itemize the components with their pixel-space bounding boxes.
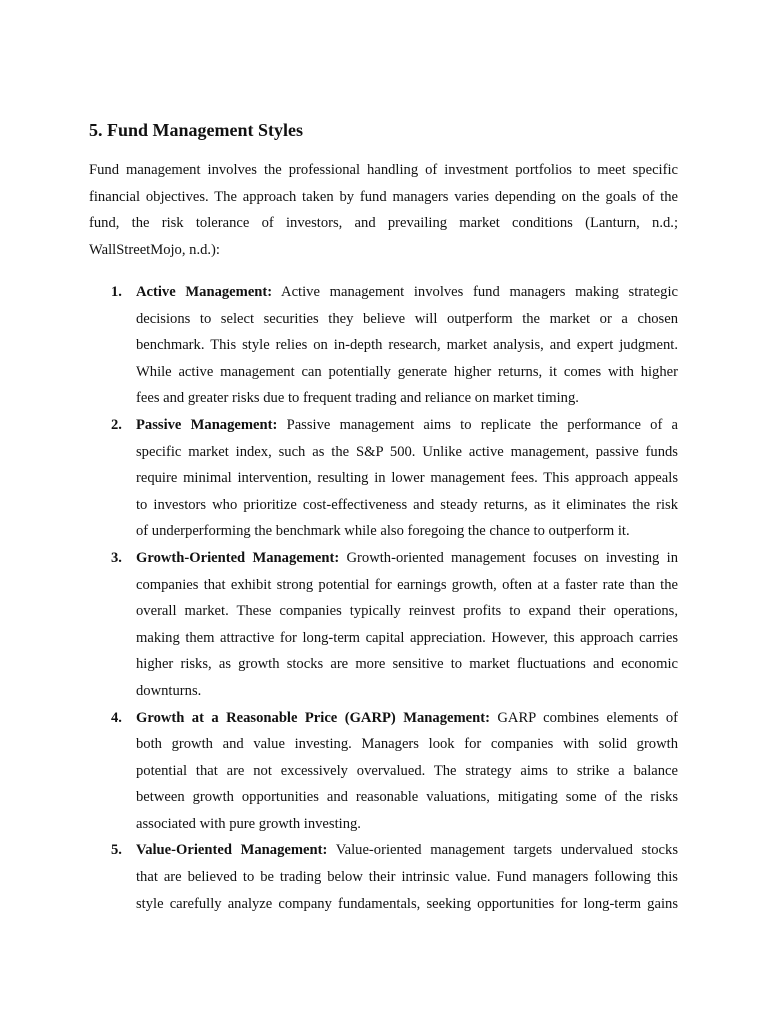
list-item-number: 4. — [111, 709, 122, 726]
intro-line: Fund management involves the professional handling of investment portfolios to meet specific — [89, 162, 678, 178]
intro-paragraph — [89, 157, 678, 263]
list-item-line: Growth-Oriented Management: Growth-oriented management focuses on investing in — [136, 549, 679, 566]
management-styles-list — [111, 279, 678, 917]
list-item-line: to investors who prioritize cost-effectiveness and steady returns, as it eliminates the risk — [136, 496, 678, 513]
list-item-title: Value-Oriented Management: — [136, 842, 328, 859]
list-item-title: Growth at a Reasonable Price (GARP) Management: — [136, 709, 490, 726]
list-item-line: overall market. These companies typically reinvest profits to expand their operations, — [136, 603, 678, 620]
list-item-line: higher risks, as growth stocks are more sensitive to market fluctuations and economic — [136, 656, 678, 673]
list-item-line: Value-Oriented Management: Value-oriented management targets undervalued stocks — [136, 842, 678, 859]
list-item-number: 5. — [111, 842, 122, 859]
list-item — [111, 412, 678, 545]
list-item-line: potential that are not excessively overvalued. The strategy aims to strike a balance — [136, 762, 678, 779]
list-item — [111, 837, 678, 917]
list-item — [111, 545, 678, 705]
list-item-line: Active Management: Active management involves fund managers making strategic — [136, 284, 678, 300]
list-item-line: of underperforming the benchmark while also foregoing the chance to outperform it. — [136, 523, 630, 540]
list-item-line: specific market index, such as the S&P 500. Unlike active management, passive funds — [136, 443, 678, 460]
list-item-line: Passive Management: Passive management aims to replicate the performance of a — [136, 416, 679, 433]
intro-line: fund, the risk tolerance of investors, and prevailing market conditions (Lanturn, n.d.; — [89, 215, 678, 232]
section-heading: 5. Fund Management Styles — [89, 120, 304, 140]
list-item-line: benchmark. This style relies on in-depth research, market analysis, and expert judgment. — [136, 337, 678, 354]
list-item-title: Active Management: — [136, 284, 273, 300]
list-item-line: fees and greater risks due to frequent trading and reliance on market timing. — [136, 390, 579, 407]
list-item-number: 2. — [111, 416, 122, 433]
list-item — [111, 279, 678, 412]
list-item-line: that are believed to be trading below their intrinsic value. Fund managers following this — [136, 869, 678, 886]
list-item-line: While active management can potentially generate higher returns, it comes with higher — [136, 363, 678, 380]
list-item — [111, 705, 678, 838]
intro-line: WallStreetMojo, n.d.): — [89, 241, 220, 258]
list-item-line: associated with pure growth investing. — [136, 815, 361, 832]
list-item-title: Growth-Oriented Management: — [136, 549, 340, 566]
list-item-line: companies that exhibit strong potential for earnings growth, often at a faster rate than the — [136, 576, 678, 593]
list-item-line: style carefully analyze company fundamentals, seeking opportunities for long-term gains — [136, 895, 678, 912]
list-item-line: require minimal intervention, resulting in lower management fees. This approach appeals — [136, 470, 678, 487]
intro-line: financial objectives. The approach taken by fund managers varies depending on the goals of the — [89, 188, 678, 205]
list-item-title: Passive Management: — [136, 416, 278, 433]
list-item-number: 3. — [111, 549, 122, 566]
list-item-line: decisions to select securities they believe will outperform the market or a chosen — [136, 310, 678, 327]
list-item-line: Growth at a Reasonable Price (GARP) Management: GARP combines elements of — [136, 709, 678, 726]
list-item-line: both growth and value investing. Managers look for companies with solid growth — [136, 736, 678, 753]
list-item-line: downturns. — [136, 682, 202, 699]
list-item-line: between growth opportunities and reasonable valuations, mitigating some of the risks — [136, 789, 678, 806]
list-item-line: making them attractive for long-term capital appreciation. However, this approach carries — [136, 629, 678, 646]
list-item-number: 1. — [111, 284, 122, 300]
